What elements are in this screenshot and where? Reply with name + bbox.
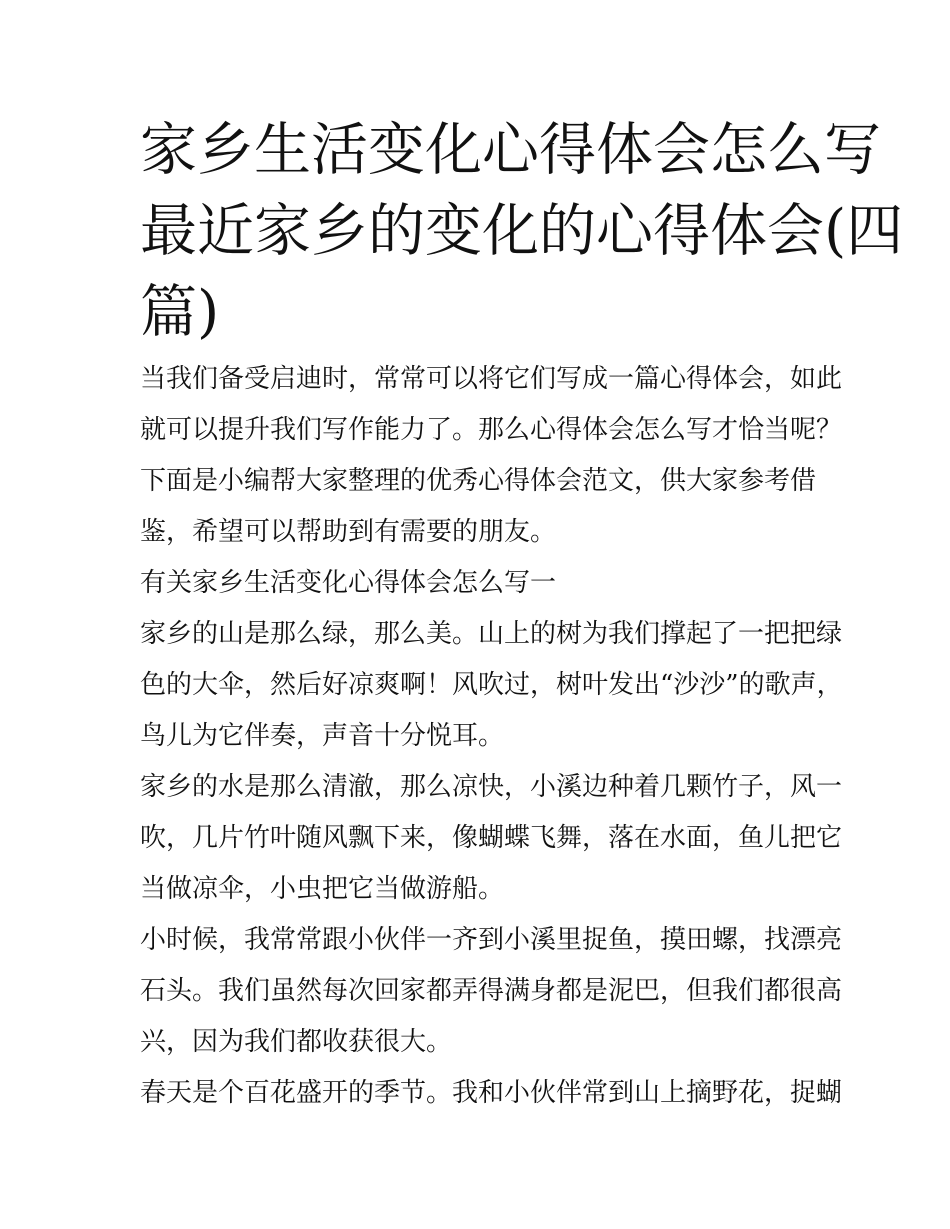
intro-line-3: 下面是小编帮大家整理的优秀心得体会范文，供大家参考借 <box>140 466 817 496</box>
document-body <box>140 354 843 1119</box>
paragraph-line: 家乡的山是那么绿，那么美。山上的树为我们撑起了一把把绿 <box>140 619 843 649</box>
intro-line-1: 当我们备受启迪时，常常可以将它们写成一篇心得体会，如此 <box>140 364 843 394</box>
paragraph-line: 春天是个百花盛开的季节。我和小伙伴常到山上摘野花，捉蝴 <box>140 1078 843 1108</box>
paragraph-line: 当做凉伞，小虫把它当做游船。 <box>140 874 505 904</box>
document-title <box>140 110 904 353</box>
paragraph-line: 小时候，我常常跟小伙伴一齐到小溪里捉鱼，摸田螺，找漂亮 <box>140 925 843 955</box>
title-line-1: 家乡生活变化心得体会怎么写 <box>140 117 881 183</box>
section-heading: 有关家乡生活变化心得体会怎么写一 <box>140 568 557 598</box>
paragraph-line: 石头。我们虽然每次回家都弄得满身都是泥巴，但我们都很高 <box>140 976 843 1006</box>
paragraph-line: 鸟儿为它伴奏，声音十分悦耳。 <box>140 721 505 751</box>
intro-line-2: 就可以提升我们写作能力了。那么心得体会怎么写才恰当呢？ <box>140 415 843 445</box>
paragraph-line: 色的大伞，然后好凉爽啊！风吹过，树叶发出“沙沙”的歌声， <box>140 670 843 700</box>
paragraph-line: 兴，因为我们都收获很大。 <box>140 1027 453 1057</box>
paragraph-line: 吹，几片竹叶随风飘下来，像蝴蝶飞舞，落在水面，鱼儿把它 <box>140 823 843 853</box>
title-line-2: 最近家乡的变化的心得体会(四 <box>140 198 904 264</box>
title-line-3: 篇) <box>140 279 220 345</box>
paragraph-line: 家乡的水是那么清澈，那么凉快，小溪边种着几颗竹子，风一 <box>140 772 843 802</box>
intro-line-4: 鉴，希望可以帮助到有需要的朋友。 <box>140 517 557 547</box>
